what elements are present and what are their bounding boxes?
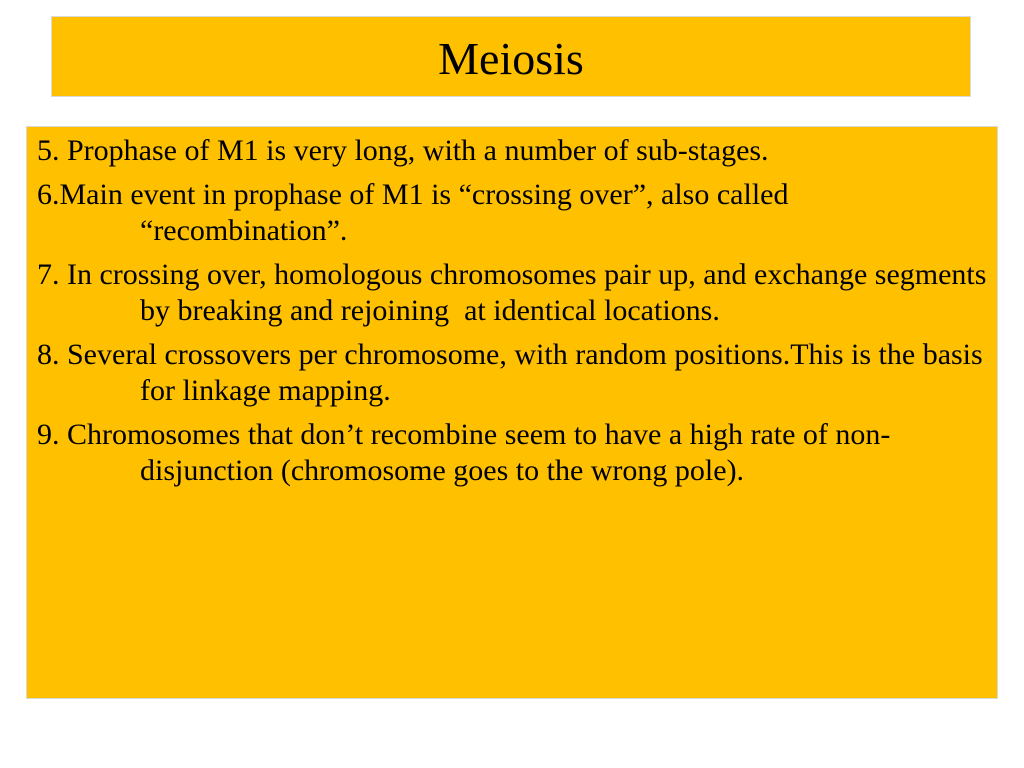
content-box [26,126,998,699]
bullet-list [37,133,997,489]
bullet-item: 5. Prophase of M1 is very long, with a number of sub-stages. [37,134,769,167]
slide-title: Meiosis [438,32,584,84]
title-box [51,16,971,97]
bullet-item: 9. Chromosomes that don’t recombine seem to have a high rate of non-disjunction (chromosome goes to the wrong pole). [37,418,891,487]
bullet-item: 8. Several crossovers per chromosome, with random positions.This is the basis for linkage mapping. [37,338,991,407]
bullet-item: 7. In crossing over, homologous chromosomes pair up, and exchange segments by breaking and rejoining at identical locations. [37,258,994,327]
bullet-item: 6.Main event in prophase of M1 is “crossing over”, also called “recombination”. [37,178,796,247]
